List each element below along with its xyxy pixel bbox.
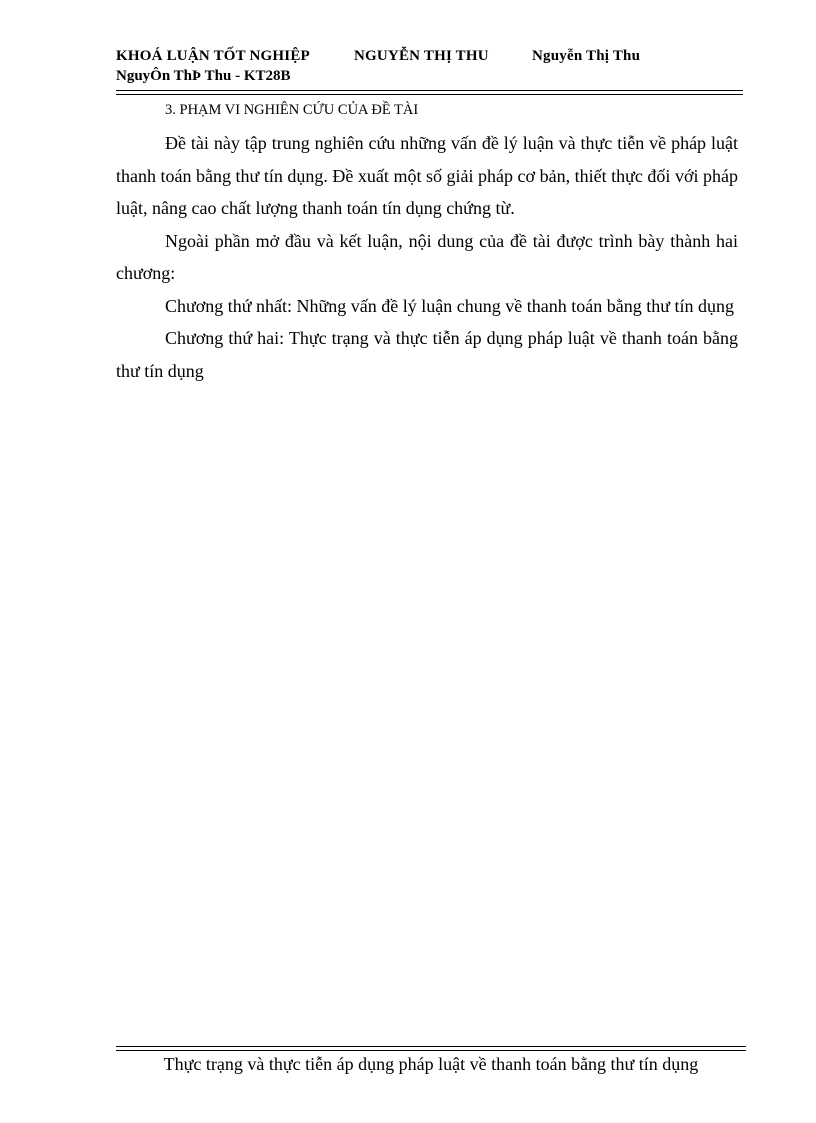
paragraph-scope: Đề tài này tập trung nghiên cứu những vấn đề lý luận và thực tiễn về pháp luật thanh toán bằng thư tín dụng. Đề xuất một số giải pháp cơ bản, thiết thực đối với pháp luật, nâng cao chất lượng thanh toán tín dụng chứng từ. (116, 133, 738, 218)
header-row (116, 48, 746, 68)
page-header (116, 48, 746, 85)
header-author-uppercase: NGUYỄN THỊ THU (354, 48, 489, 64)
header-double-rule (116, 90, 743, 95)
header-left-title: KHOÁ LUẬN TỐT NGHIỆP (116, 48, 310, 64)
page-body (116, 102, 738, 387)
paragraph-chapter-one: Chương thứ nhất: Những vấn đề lý luận chung về thanh toán bằng thư tín dụng (165, 295, 734, 316)
footer-double-rule (116, 1046, 746, 1051)
page-footer: Thực trạng và thực tiễn áp dụng pháp luật về thanh toán bằng thư tín dụng (163, 1054, 699, 1074)
paragraph-structure: Ngoài phần mở đầu và kết luận, nội dung của đề tài được trình bày thành hai chương: (116, 230, 738, 283)
section-heading: 3. PHẠM VI NGHIÊN CỨU CỦA ĐỀ TÀI (165, 102, 419, 118)
header-author-class: NguyÔn ThÞ Thu - KT28B (116, 68, 291, 84)
header-author-name: Nguyễn Thị Thu (532, 48, 641, 64)
paragraph-chapter-two: Chương thứ hai: Thực trạng và thực tiễn áp dụng pháp luật về thanh toán bằng thư tín dụng (116, 328, 738, 381)
